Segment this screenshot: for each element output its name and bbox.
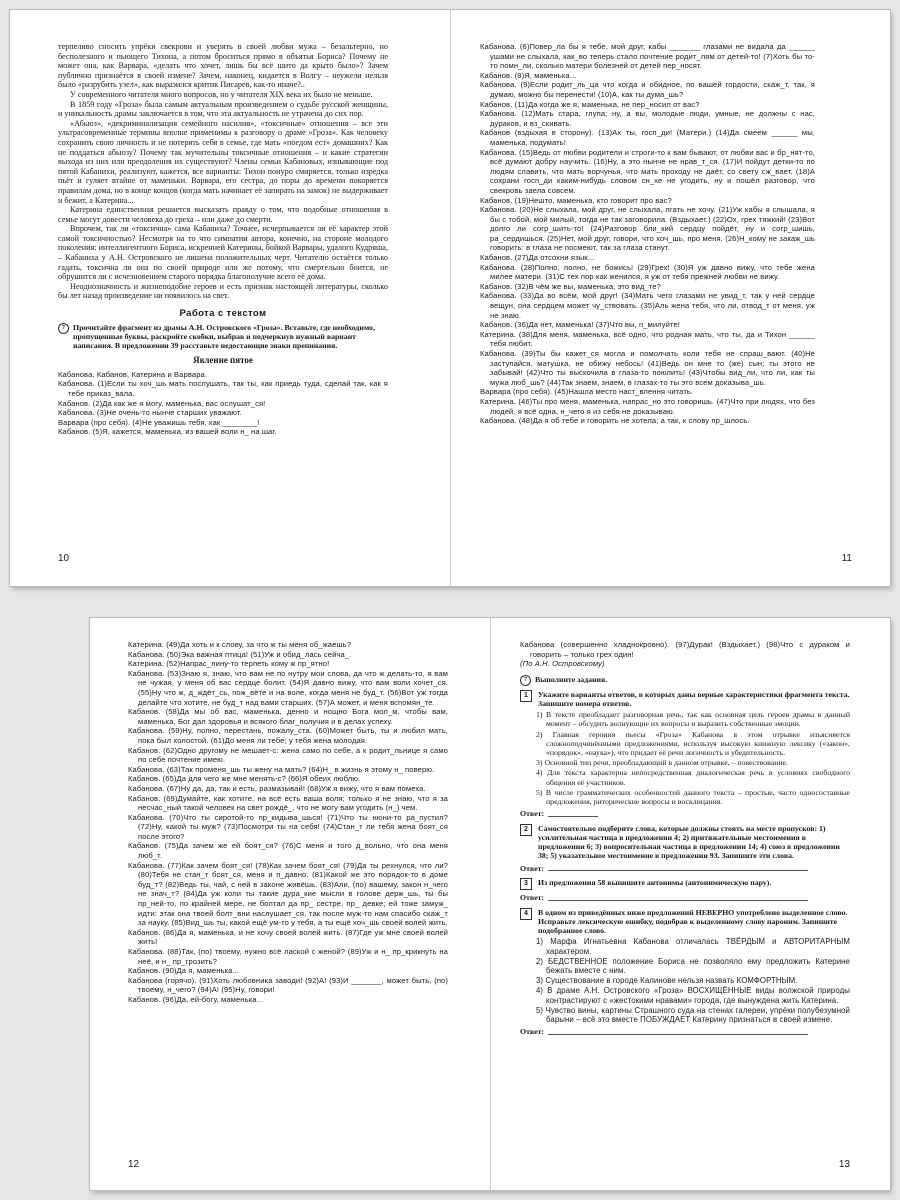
- book-spread-top: [10, 10, 890, 586]
- dialogue-line: Кабанов. (58)Да мы об вас, маменька, денно и нощно Бога мол_м, чтобы вам, маменька, Бог дал здоровья и всякого благ_получия и в делах успеху.: [128, 707, 448, 726]
- option: 2) БЕДСТВЕННОЕ положение Бориса не позволяло ему предложить Катерине бежать вместе с ним.: [536, 956, 850, 976]
- page-11-text: [480, 42, 815, 426]
- page-13: [490, 618, 890, 1190]
- dialogue-line: Кабанова. (70)Что ты сиротой-то пр_кидыва_шься! (71)Что ты нюни-то ра_пустил? (72)Ну, какой ты муж? (73)Посмотри ты на себя! (74)Стан_т ли тебя жена боят_ся после этого?: [128, 812, 448, 841]
- dialogue-line: Кабанов. (11)Да когда же я, маменька, не пер_носил от вас?: [480, 99, 700, 109]
- page-number: 11: [841, 553, 852, 564]
- cast-list: Кабанова, Кабанов, Катерина и Варвара.: [58, 369, 208, 379]
- dialogue-line: Кабанов. (5)Я, кажется, маменька, из вашей воли н_ на шаг.: [58, 427, 277, 437]
- question-text: В одном из приведённых ниже предложений НЕВЕРНО употреблено выделенное слово. Исправьте лексическую ошибку, подобрав к выделенному слову пароним. Запишите подобранное слово.: [538, 907, 848, 936]
- dialogue-line: Кабанова. (6)Повер_ла бы я тебе, мой друг, кабы _______ глазами не видала да ______ ушами не слыхала, как_во теперь стало почтение родит_лям от детей-то! (7)Хоть бы то-то помн_ли, сколько матери болезней от детей пер_носят.: [480, 42, 815, 71]
- dialogue-line: Кабанов. (19)Нешто, маменька, кто говорит про вас?: [480, 195, 672, 205]
- dialogue-line: Катерина. (52)Напрас_лину-то терпеть кому ж пр_ятно!: [128, 659, 330, 669]
- answer-label: Ответ:: [520, 1027, 544, 1037]
- answer-field[interactable]: [520, 1027, 850, 1037]
- task-instruction: [520, 675, 850, 686]
- dialogue-line: Кабанова. (20)Не слыхала, мой друг, не слыхала, лгать не хочу. (21)Уж кабы я слышала, я бы с тобой, мой милый, тогда не так заговорила. (Вздыхает.) (22)Ох, грех тяжкий! (23)Вот долго ли согр_шить-то! (24)Разговор бли_кий сердцу пойдёт, ну и согр_шишь, ра_сердишься. (25)Нет, мой друг, говори, что хоч_шь, про меня. (26)Н_кому не закаж_шь говорить: в глаза не посмеют, так за глаза станут.: [480, 205, 815, 253]
- dialogue-line: Кабанов. (36)Да нет, маменька! (37)Что вы, п_милуйте!: [480, 320, 680, 330]
- dialogue-line: Кабанова. (28)Полно, полно, не божись! (29)Грех! (30)Я уж давно вижу, что тебе жена милее матери. (31)С тех пор как женился, я уж от тебя прежней любви не вижу.: [480, 262, 815, 282]
- dialogue-line: Кабанов. (75)Да зачем же ей боят_ся? (76)С меня и того д_вольно, что она меня люб_т.: [128, 841, 448, 861]
- task-text: Прочитайте фрагмент из драмы А.Н. Островского «Гроза». Вставьте, где необходимо, пропущенные буквы, раскройте скобки, выбрав и подчеркнув нужный вариант написания. В предложении 39 расставьте недостающие знаки препинания.: [73, 322, 375, 351]
- section-title: Работа с текстом: [179, 308, 267, 320]
- dialogue-line: Кабанов. (62)Одно другому не мешает-с: жена само по себе, а к родит_льнице я само по себе почтение имею.: [128, 745, 448, 765]
- task-text: Выполните задания.: [535, 674, 608, 684]
- question-number: 1: [520, 690, 532, 702]
- dialogue-line: Кабанов. (69)Думайте, как хотите, на всё есть ваша воля; только я не знаю, что я за несчас_ный такой человек на свет рождё_, что не могу вам угодить (н_) чем.: [128, 793, 448, 813]
- answer-field[interactable]: [520, 809, 850, 819]
- dialogue-line: Кабанов. (8)Я, маменька...: [480, 70, 577, 80]
- page-11: [450, 10, 890, 586]
- answer-field[interactable]: [520, 864, 850, 874]
- paragraph: В 1859 году «Гроза» была самым актуальным произведением о судьбе русской женщины, и уникальность драмы заключается в том, что эта актуальность не утрачена до сих пор.: [58, 99, 388, 119]
- book-spread-bottom: [90, 618, 890, 1190]
- page-number: 10: [58, 553, 70, 564]
- option: 1) Марфа Игнатьевна Кабанова отличалась ТВЁРДЫМ и АВТОРИТАРНЫМ характером.: [536, 937, 850, 956]
- dialogue-line: Катерина. (49)Да хоть и к слову, за что ж ты меня об_жаешь?: [128, 640, 352, 649]
- task-icon: 7: [520, 675, 531, 686]
- dialogue-line: Катерина. (38)Для меня, маменька, всё одно, что родная мать, что ты, да и Тихон ______ тебя любит.: [480, 329, 815, 349]
- question-1: [520, 690, 850, 708]
- dialogue-line: Кабанова. (9)Если родит_ль_ца что когда и обидное, по вашей гордости, скаж_т, так, я думаю, можно бы перенести! (10)А, как ты дума_шь?: [480, 80, 815, 99]
- scene-title: Явление пятое: [193, 355, 253, 366]
- paragraph: терпеливо сносить упрёки свекрови и уверять в своей любви мужа – безальтерно, но бесполезного и пьющего Тихона, а потом броситься прямо в объятья Бориса? Почему не может она, как Варвара, «делать что хочет, лишь бы всё шито да крыто было»? Зачем публично признаётся в своей измене? Зачем, наконец, кидается в Волгу – неужели нельзя было «разрубить узел», как выразился критик Писарев, как-то иначе?..: [58, 42, 388, 90]
- dialogue-line: Кабанов. (2)Да как же я могу, маменька, вас ослушат_ся!: [58, 398, 266, 408]
- paragraph: Неоднозначность и жизнеподобие героев и есть признак настоящей литературы, сколько бы лет назад произведение ни появилось на свет.: [58, 281, 388, 301]
- dialogue-line: Кабанова. (12)Мать стара, глупа; ну, а вы, молодые люди, умные, не должны с нас, дураков, и вз_скивать.: [480, 109, 815, 128]
- dialogue-line: Кабанова. (39)Ты бы кажет_ся могла и помолчать коли тебя не спраш_вают. (40)Не заступайся, матушка, не обижу небось! (41)Ведь он мне то (же) сын; ты этого не забывай! (42)Что ты выскочила в глаза-то поюлить! (43)Чтобы вид_ли, что ли, как ты мужа люб_шь? (44)Так знаем, знаем, в глазах-то ты это всем доказыва_шь.: [480, 349, 815, 387]
- option: 4) Для текста характерна непосредственная диалогическая речь в условиях свободного общения её участников.: [536, 768, 850, 787]
- dialogue-line: Кабанова. (77)Как зачем боят_ся! (78)Как зачем боят_ся! (79)Да ты рехнулся, что ли? (80)Тебя не стан_т боят_ся, меня и п_давно. (81)Какой же это порядок-то в доме буд_т? (82)Ведь ты, чай, с ней в законе живёшь. (83)Али, (по) вашему, закон н_чего не знач_т? (84)Да уж коли ты такие дура_кие мысли в голове держ_шь, ты бы пр_ней-то, по крайней мере, не болтал да пр_ сестре, пр_ девке; ей тоже замуж_ идти: этак она твоей болт_вни наслушает_ся, так после муж-то нам спасибо скаж_т за науку. (85)Вид_шь ты, какой ещё ум-то у тебя, а ты ещё хоч_шь своей волей жить.: [128, 860, 448, 928]
- paragraph: Катерина единственная решается высказать правду о том, что подобные отношения в семье могут довести человека до греха – или даже до смерти.: [58, 205, 388, 224]
- dialogue-line: Кабанова. (50)Эка важная птица! (51)Уж и обид_лась сейча_.: [128, 649, 352, 659]
- dialogue-line: Кабанова. (3)Не очень-то нынче старших уважают.: [58, 408, 242, 418]
- page-12-text: [128, 640, 448, 1005]
- dialogue-line: Кабанов. (96)Да, ей-богу, маменька...: [128, 994, 264, 1004]
- dialogue-line: Кабанова (горячо). (91)Хоть любовника заводи! (92)А! (93)И _______, может быть, (по) твоему, н_чего? (94)А! (95)Ну, говори!: [128, 975, 448, 995]
- answer-label: Ответ:: [520, 809, 544, 819]
- paragraph: У современного читателя много вопросов, но у читателя XIX века их было не меньше.: [70, 89, 373, 99]
- dialogue-line: Кабанов (вздыхая в сторону). (13)Ах ты, госп_ди! (Матери.) (14)Да смеем ______ мы, маменька, подумать!: [480, 128, 815, 147]
- dialogue-line: Кабанов. (32)В чём же вы, маменька, это вид_те?: [480, 281, 661, 291]
- question-4: [520, 908, 850, 936]
- option: 3) Основной тип речи, преобладающий в данном отрывке, – повествование.: [536, 758, 788, 768]
- dialogue-line: Кабанова. (48)Да я об тебе и говорить не хотела; а так, к слову пр_шлось.: [480, 416, 750, 426]
- dialogue-line: Кабанова. (59)Ну, полно, перестань, пожалу_ста. (60)Может быть, ты и любил мать, пока был холостой. (61)До меня ли тебе; у тебя жена молодая.: [128, 726, 448, 745]
- answer-label: Ответ:: [520, 863, 544, 873]
- dialogue-line: Кабанов. (27)Да отсохни язык...: [480, 253, 595, 263]
- page-number: 12: [128, 1159, 140, 1170]
- question-text: Из предложения 58 выпишите антонимы (антонимическую пару).: [538, 878, 772, 888]
- page-12: [90, 618, 490, 1190]
- answer-label: Ответ:: [520, 893, 544, 903]
- option: 1) В тексте преобладает разговорная речь, так как основная цель героев драмы в данный момент – обсудить волнующие их вопросы и выразить собственные эмоции.: [536, 710, 850, 729]
- page-number: 13: [838, 1159, 850, 1170]
- question-number: 3: [520, 878, 532, 890]
- question-number: 4: [520, 908, 532, 920]
- option: 4) В драме А.Н. Островского «Гроза» ВОСХИЩЁННЫЕ виды волжской природы контрастируют с «жестокими нравами» города, где вынуждена жить Катерина.: [536, 986, 850, 1005]
- question-text: Укажите варианты ответов, в которых даны верные характеристики фрагмента текста. Запишите номера ответов.: [538, 689, 850, 708]
- page-10: [10, 10, 450, 586]
- dialogue-line: Кабанова. (67)Ну да, да, так и есть, размазывай! (68)Уж я вижу, что я вам помеха.: [128, 783, 426, 793]
- answer-line[interactable]: [548, 870, 808, 871]
- dialogue-line: Кабанова. (1)Если ты хоч_шь мать послушать, так ты, как приедь туда, сделай так, как я тебе приказ_вала.: [58, 379, 388, 399]
- option: 2) Главная героиня пьесы «Гроза» Кабанова в этом отрывке изъясняется сложноподчинёнными предложениями, используя высокую книжную лексику («закон», «порядок», «наука»), что придает её речи логичность и убедительность.: [536, 729, 850, 757]
- paragraph: «Абьюз», «декриминализация семейного насилия», «токсичные» отношения – все эти ультрасовременные термины вполне применимы к разговору о драме «Гроза». Как человеку сохранить свою личность и не потерять себя в семье, где мать «поедом ест» домашних? Как не поддаться абьюзу? Почему так мучительны токсичные отношения – и какие стратегии выхода из них или преодоления их существуют? Члены семьи Кабановых, изнывающие под пятой Кабанихи, реализуют, кажется, все варианты: Тихон понуро смиряется, только изредка пьёт и гуляет втайне от маменьки. Варвара, его сестра, до поры до времени покоряется правилам дома, но в конце концов (когда мать начинает её запирать на замок) не выдерживает и бежит, а Катерина...: [58, 118, 388, 205]
- answer-field[interactable]: [520, 893, 850, 903]
- paragraph: Впрочем, так ли «токсична» сама Кабаниха? Точнее, исчерпывается ли её характер этой самой токсичностью? Несмотря на то что симпатии автора, конечно, на стороне молодого поколения: интеллигентного Бориса, искренней Катерины, бойкой Варвары, удалого Кудряша, – Кабаниха у А.Н. Островского не лишена положительных черт. Читателю остаётся только гадать, токсична ли она по своей природе или же потому, что смертельно боится, не обрушится ли с исчезновением старого порядка благополучие всего её дома.: [58, 224, 388, 282]
- page-10-text: [58, 42, 388, 437]
- dialogue-line: Кабанова. (63)Так променя_шь ты жену на мать? (64)Н_ в жизнь я этому н_ поверю.: [128, 764, 435, 774]
- task-instruction: [58, 323, 388, 351]
- dialogue-line: Варвара (про себя). (4)Не уважишь тебя, как ________!: [58, 417, 260, 427]
- dialogue-line: Кабанова. (33)Да во всём, мой друг! (34)Мать чего глазами не увид_т, так у ней сердце вещун, она сердцем может чу_ствовать. (35)Аль жена тебя, что ли, отвод_т от меня, уж не знаю.: [480, 291, 815, 320]
- answer-line[interactable]: [548, 1034, 808, 1035]
- answer-line[interactable]: [548, 900, 808, 901]
- question-3: [520, 878, 850, 890]
- dialogue-line: Катерина. (46)Ты про меня, маменька, напрас_но это говоришь. (47)Что при людях, что без людей, я всё одна, н_чего я из себя не доказываю.: [480, 396, 815, 416]
- dialogue-line: Кабанова. (15)Ведь от любви родители и строги-то к вам бывают, от любви вас и бр_нят-то, всё думают добру научить. (16)Ну, а это нынче не нрав_т_ся. (17)И пойдут детки-то по людям славить, что мать ворчунья, что мать проходу не даёт, со свету сж_вает. (18)А сохрани госп_ди каким-нибудь словом сн_хе не угодить, ну и пошёл разговор, что свекровь заела совсем.: [480, 147, 815, 195]
- dialogue-line: Кабанова. (53)Знаю я, знаю, что вам не по нутру мои слова, да что ж делать-то, я вам не чужая, у меня об вас сердце болит. (54)Я давно вижу, что вам воли хочет_ся. (55)Ну что ж, д_ждёт_сь, пож_вёте и на воле, когда меня не буд_т. (56)Вот уж тогда делайте что хотите, не буд_т над вами старших. (57)А может, и меня вспомян_те.: [128, 668, 448, 707]
- dialogue-line: Кабанов. (65)Да для чего же мне менять-с? (66)Я обеих люблю.: [128, 774, 361, 784]
- question-options: [520, 937, 850, 1024]
- answer-line[interactable]: [548, 816, 598, 817]
- source-attribution: (По А.Н. Островскому): [520, 659, 605, 669]
- question-options: [520, 710, 850, 806]
- option: 3) Существование в городе Калинове нельзя назвать КОМФОРТНЫМ.: [536, 976, 798, 986]
- dialogue-line: Кабанова. (88)Так, (по) твоему, нужно всё лаской с женой? (89)Уж и н_ пр_крикнуть на неё, и н_ пр_грозить?: [128, 947, 448, 966]
- page-13-text: [520, 640, 850, 1042]
- dialogue-line: Кабанов. (86)Да я, маменька, и не хочу своей волей жить. (87)Где уж мне своей волей жить!: [128, 927, 448, 947]
- dialogue-line: Кабанов. (90)Да я, маменька...: [128, 966, 240, 976]
- question-2: [520, 824, 850, 861]
- question-text: Самостоятельно подберите слова, которые должны стоять на месте пропусков: 1) усилительная частица в предложении 4; 2) притяжательные местоимения в предложении 6; 3) вопросительная частица в предложении 14; 4) союз в предложении 38; 5) указательное местоимение в предложении 93. Запишите эти слова.: [538, 823, 840, 861]
- dialogue-line: Кабанова (совершенно хладнокровно). (97)Дурак! (Вздыхает.) (98)Что с дураком и говорить – только грех один!: [520, 640, 850, 659]
- task-icon: 7: [58, 323, 69, 334]
- dialogue-line: Варвара (про себя). (45)Нашла место наст_влення читать.: [480, 387, 694, 397]
- question-number: 2: [520, 824, 532, 836]
- option: 5) В числе грамматических особенностей данного текста – простые, часто односоставные предложения, риторические вопросы и восклицания.: [536, 787, 850, 807]
- option: 5) Чувство вины, картины Страшного суда на стенах галереи, упрёки полубезумной барыни – всё это вместе ПОБУЖДАЕТ Катерину признаться в своей измене.: [536, 1005, 850, 1025]
- play-excerpt: [58, 370, 388, 437]
